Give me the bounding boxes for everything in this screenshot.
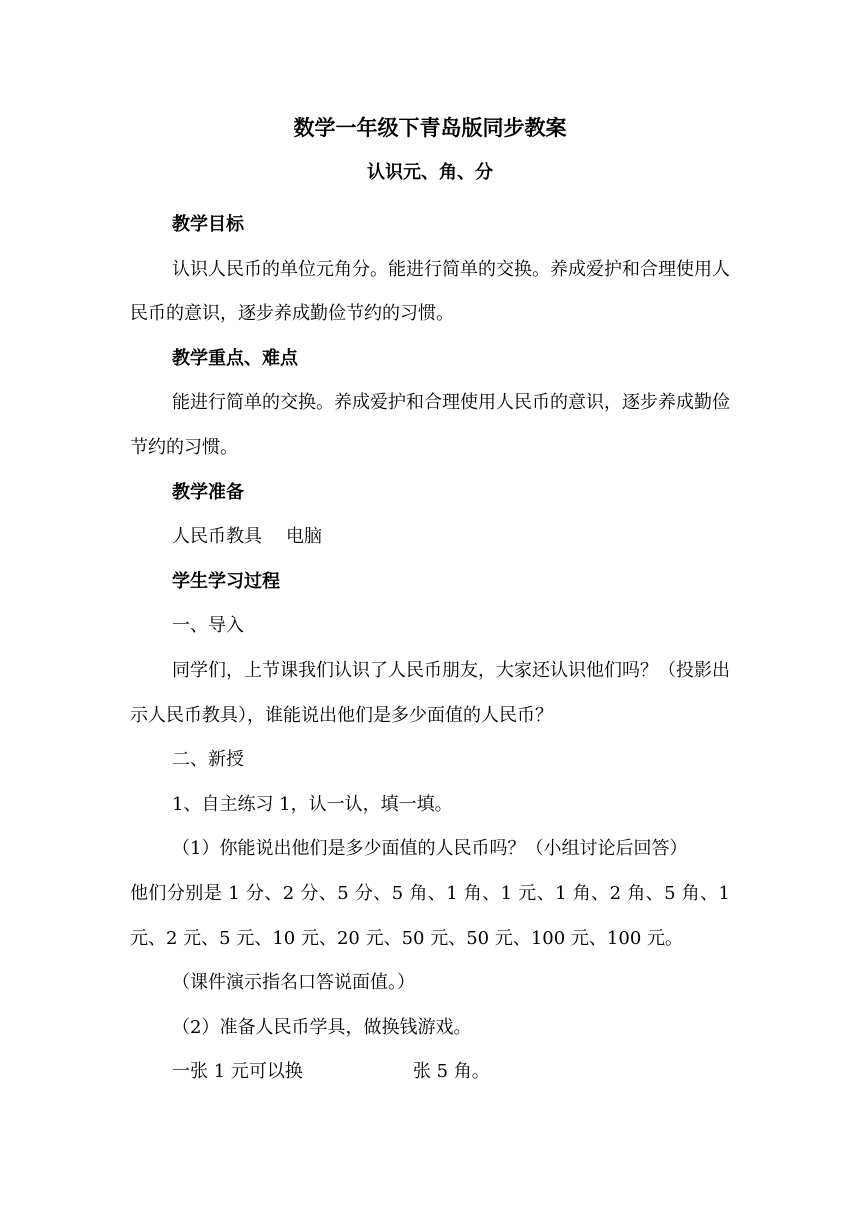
preparation-text — [130, 515, 730, 560]
prep-item-computer: 电脑 — [286, 526, 322, 548]
fill-line-part-a: 一张 1 元可以换 — [172, 1061, 303, 1083]
document-subtitle: 认识元、角、分 — [367, 162, 493, 183]
process-heading: 学生学习过程 — [172, 570, 280, 592]
question1: （1）你能说出他们是多少面值的人民币吗？（小组讨论后回答） — [172, 838, 688, 860]
part1-text: 同学们，上节课我们认识了人民币朋友，大家还认识他们吗？（投影出示人民币教具），谁能说出他们是多少面值的人民币？ — [130, 659, 730, 726]
key-points-text: 能进行简单的交换。养成爱护和合理使用人民币的意识，逐步养成勤俭节约的习惯。 — [130, 392, 730, 458]
preparation-heading: 教学准备 — [172, 481, 244, 503]
fill-line-part-b: 张 5 角。 — [412, 1061, 490, 1083]
question2-fill-line — [130, 1050, 730, 1095]
goals-heading: 教学目标 — [172, 214, 244, 235]
goals-text: 认识人民币的单位元角分。能进行简单的交换。养成爱护和合理使用人民币的意识，逐步养成勤俭节约的习惯。 — [130, 258, 730, 325]
step1-text: 1、自主练习 1，认一认，填一填。 — [172, 793, 453, 815]
key-points-heading: 教学重点、难点 — [172, 347, 298, 369]
part1-heading: 一、导入 — [172, 615, 244, 637]
prep-item-teaching-aid: 人民币教具 — [172, 526, 262, 548]
question1-note: （课件演示指名口答说面值。） — [172, 972, 415, 994]
question1-answer: 他们分别是 1 分、2 分、5 分、5 角、1 角、1 元、1 角、2 角、5 角、1 元、2 元、5 元、10 元、20 元、50 元、50 元、100 元、100 元。 — [130, 882, 730, 949]
document-body — [130, 203, 730, 1095]
document-title: 数学一年级下青岛版同步教案 — [293, 116, 567, 140]
question2: （2）准备人民币学具，做换钱游戏。 — [172, 1016, 472, 1038]
part2-heading: 二、新授 — [172, 749, 244, 771]
